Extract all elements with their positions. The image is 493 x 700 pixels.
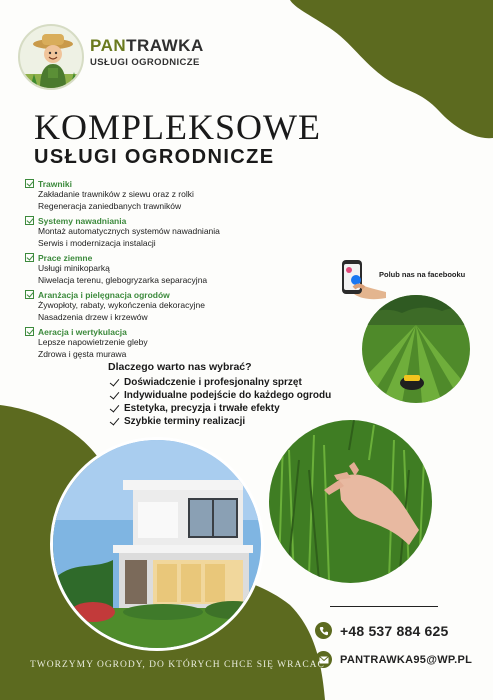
checkmark-icon <box>110 418 118 426</box>
phone-contact[interactable] <box>315 622 449 639</box>
why-us-item-text: Estetyka, precyzja i trwałe efekty <box>124 403 280 414</box>
slogan: TWORZYMY OGRODY, DO KTÓRYCH CHCE SIĘ WRACAĆ <box>30 660 325 670</box>
house-photo <box>50 437 264 651</box>
checkbox-icon <box>25 290 34 299</box>
checkmark-icon <box>110 379 118 387</box>
service-line: Usługi minikoparką <box>38 263 110 273</box>
brand-name <box>90 36 204 56</box>
phone-icon <box>315 622 332 639</box>
service-item <box>25 178 285 212</box>
email-contact[interactable] <box>315 651 472 668</box>
service-line: Żywopłoty, rabaty, wykończenia dekoracyjne <box>38 300 205 310</box>
checkmark-icon <box>110 392 118 400</box>
brand-name-part2: TRAWKA <box>126 36 204 55</box>
why-us-item-text: Indywidualne podejście do każdego ogrodu <box>124 390 332 401</box>
why-us-item-text: Doświadczenie i profesjonalny sprzęt <box>124 377 302 388</box>
service-line: Serwis i modernizacja instalacji <box>38 237 156 248</box>
service-line: Zakładanie trawników z siewu oraz z rolki <box>38 189 194 199</box>
logo-gardener <box>18 24 84 90</box>
brand-subtitle: USŁUGI OGRODNICZE <box>90 57 200 68</box>
service-title: Trawniki <box>38 178 73 189</box>
service-title: Prace ziemne <box>38 252 93 263</box>
service-title: Aeracja i wertykulacja <box>38 326 127 337</box>
checkmark-icon <box>110 405 118 413</box>
services-list <box>25 178 285 363</box>
hand-phone-icon <box>340 258 388 302</box>
service-item <box>25 289 285 323</box>
service-line: Zdrowa i gęsta murawa <box>38 348 127 359</box>
service-line: Regeneracja zaniedbanych trawników <box>38 200 182 211</box>
checkbox-icon <box>25 179 34 188</box>
lawn-mower-photo <box>362 295 470 403</box>
why-us-section <box>108 361 348 428</box>
service-line: Nasadzenia drzew i krzewów <box>38 311 148 322</box>
why-us-item <box>108 415 348 428</box>
why-us-item <box>108 402 348 415</box>
service-line: Lepsze napowietrzenie gleby <box>38 337 148 347</box>
service-title: Aranżacja i pielęgnacja ogrodów <box>38 289 170 300</box>
checkbox-icon <box>25 327 34 336</box>
checkbox-icon <box>25 253 34 262</box>
facebook-icon <box>351 275 361 285</box>
brand-name-part1: PAN <box>90 36 127 55</box>
checkbox-icon <box>25 216 34 225</box>
grass-hand-photo <box>269 420 432 583</box>
headline: KOMPLEKSOWE <box>34 107 321 147</box>
email-address[interactable]: PANTRAWKA95@WP.PL <box>340 653 473 666</box>
service-item <box>25 215 285 249</box>
contact-divider <box>330 606 438 607</box>
phone-number[interactable]: +48 537 884 625 <box>340 622 449 639</box>
service-title: Systemy nawadniania <box>38 215 127 226</box>
service-item <box>25 252 285 286</box>
service-line: Montaż automatycznych systemów nawadniania <box>38 226 220 236</box>
why-us-title: Dlaczego warto nas wybrać? <box>108 361 252 373</box>
why-us-item-text: Szybkie terminy realizacji <box>124 416 246 427</box>
why-us-item <box>108 389 348 402</box>
facebook-label[interactable]: Polub nas na facebooku <box>379 270 466 279</box>
why-us-item <box>108 376 348 389</box>
service-item <box>25 326 285 360</box>
subheadline: USŁUGI OGRODNICZE <box>34 146 275 168</box>
service-line: Niwelacja terenu, glebogryzarka separacyjna <box>38 274 208 285</box>
